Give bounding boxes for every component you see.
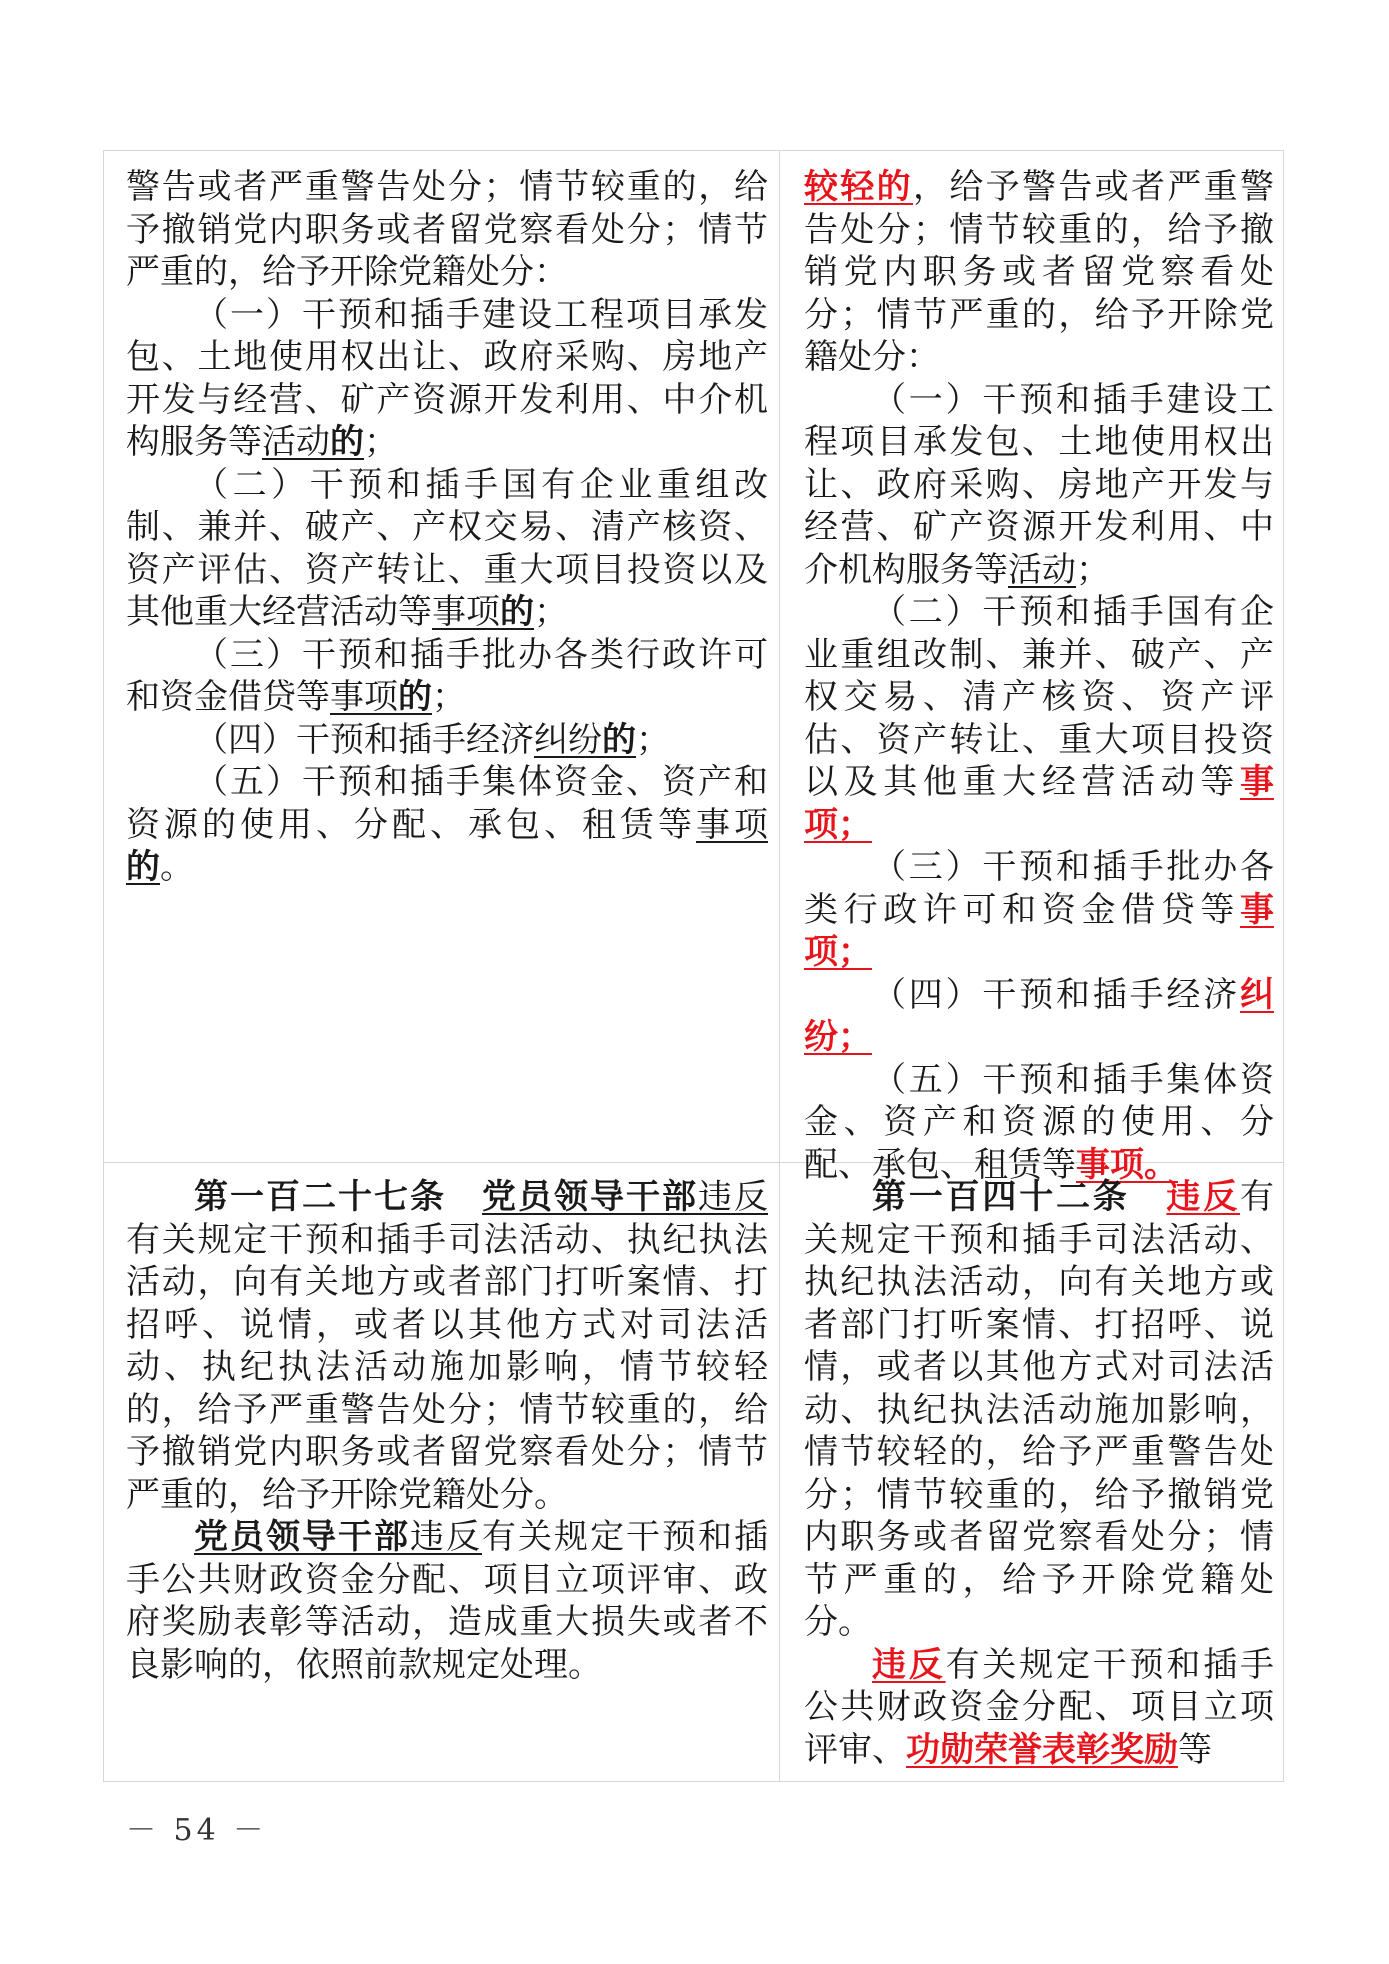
list-item: （一）干预和插手建设工程项目承发包、土地使用权出让、政府采购、房地产开发与经营、矿产资源开发利用、中介机构服务等活动； (804, 379, 1274, 590)
article-number: 第一百二十七条 (194, 1177, 446, 1217)
paragraph: 较轻的，给予警告或者严重警告处分；情节较重的，给予撤销党内职务或者留党察看处分；情节严重的，给予开除党籍处分： (804, 167, 1274, 377)
paragraph: 警告或者严重警告处分；情节较重的，给予撤销党内职务或者留党察看处分；情节严重的，给予开除党籍处分： (126, 167, 768, 292)
revised-text: 事项。 (1076, 1144, 1178, 1185)
revised-text: 违反 (872, 1644, 946, 1685)
column-divider (779, 150, 780, 1782)
revised-text: 违反 (1166, 1177, 1241, 1217)
revised-text: 事项； (804, 889, 1274, 972)
article-number: 第一百四十二条 (872, 1177, 1130, 1217)
list-item: （三）干预和插手批办各类行政许可和资金借贷等事项； (804, 847, 1274, 972)
article-paragraph: 第一百四十二条 违反有关规定干预和插手司法活动、执纪执法活动，向有关地方或者部门打听案情、打招呼、说情，或者以其他方式对司法活动、执纪执法活动施加影响，情节较轻的，给予严重警告处分；情节较重的，给予撤销党内职务或者留党察看处分；情节严重的，给予开除党籍处分。 (804, 1177, 1275, 1642)
revised-text: 纠纷； (804, 974, 1274, 1057)
revised-text: 较轻的 (804, 167, 913, 207)
article-paragraph: 第一百二十七条 党员领导干部违反有关规定干预和插手司法活动、执纪执法活动，向有关地方或者部门打听案情、打招呼、说情，或者以其他方式对司法活动、执纪执法活动施加影响，情节较轻的，给予严重警告处分；情节较重的，给予撤销党内职务或者留党察看处分；情节严重的，给予开除党籍处分。 (126, 1177, 768, 1515)
page-number: － 54 － (126, 1813, 268, 1848)
paragraph: 违反有关规定干预和插手公共财政资金分配、项目立项评审、功勋荣誉表彰奖励等 (804, 1644, 1275, 1770)
cell-left-top (126, 166, 768, 889)
list-item: （四）干预和插手经济纠纷； (804, 974, 1274, 1057)
list-item: （一）干预和插手建设工程项目承发包、土地使用权出让、政府采购、房地产开发与经营、矿产资源开发利用、中介机构服务等活动的； (126, 294, 768, 462)
cell-right-bottom (804, 1176, 1274, 1771)
list-item: （二）干预和插手国有企业重组改制、兼并、破产、产权交易、清产核资、资产评估、资产转让、重大项目投资以及其他重大经营活动等事项的； (126, 464, 768, 632)
list-item: （五）干预和插手集体资金、资产和资源的使用、分配、承包、租赁等事项。 (804, 1059, 1274, 1185)
revised-text: 功勋荣誉表彰奖励 (906, 1729, 1178, 1770)
list-item: （二）干预和插手国有企业重组改制、兼并、破产、产权交易、清产核资、资产评估、资产转让、重大项目投资以及其他重大经营活动等事项； (804, 592, 1274, 845)
cell-left-bottom (126, 1176, 768, 1686)
revised-text: 事项； (804, 762, 1274, 845)
list-item: （四）干预和插手经济纠纷的； (194, 719, 670, 760)
paragraph: 党员领导干部违反有关规定干预和插手公共财政资金分配、项目立项评审、政府奖励表彰等活动，造成重大损失或者不良影响的，依照前款规定处理。 (126, 1517, 768, 1685)
list-item: （三）干预和插手批办各类行政许可和资金借贷等事项的； (126, 634, 768, 717)
cell-right-top (804, 166, 1274, 1186)
list-item: （五）干预和插手集体资金、资产和资源的使用、分配、承包、租赁等事项的。 (126, 762, 768, 887)
